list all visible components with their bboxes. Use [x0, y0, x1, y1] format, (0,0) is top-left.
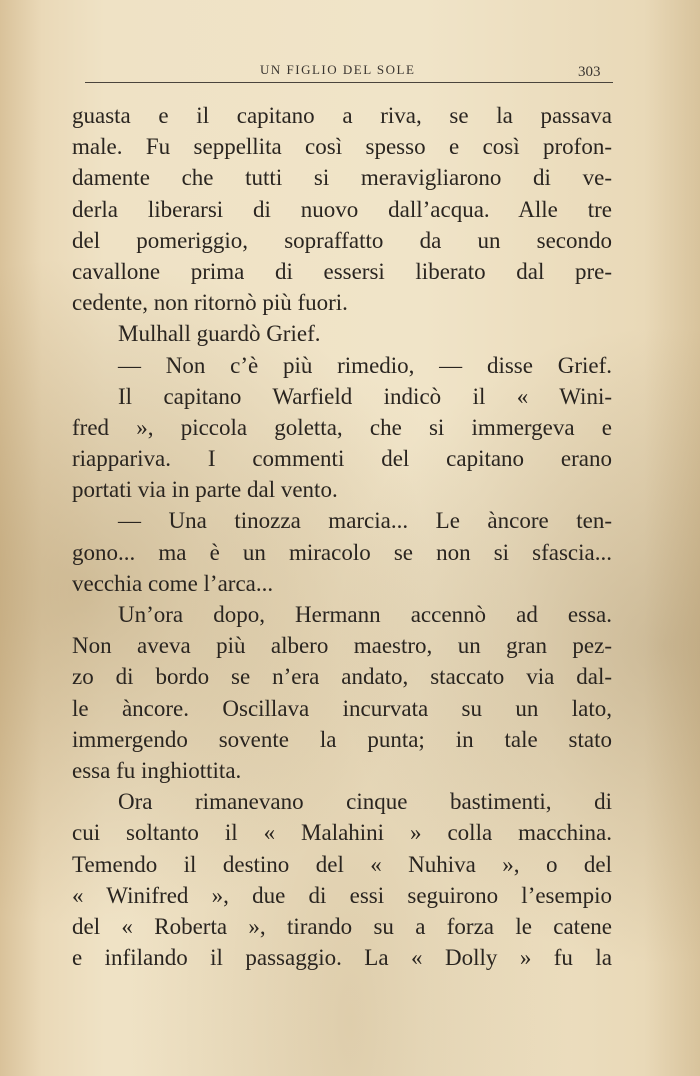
text-line: Il capitano Warfield indicò il « Wini-	[118, 383, 612, 409]
text-line: cavallone prima di essersi liberato dal pre-	[72, 258, 612, 284]
text-line: del pomeriggio, sopraffatto da un secondo	[72, 227, 612, 253]
text-line: fred », piccola goletta, che si immergeva e	[72, 414, 612, 440]
page-number: 303	[578, 64, 601, 80]
text-line: immergendo sovente la punta; in tale stato	[72, 726, 612, 752]
text-line: guasta e il capitano a riva, se la passava	[72, 103, 612, 128]
text-line: le àncore. Oscillava incurvata su un lato,	[72, 695, 612, 721]
text-line: e infilando il passaggio. La « Dolly » fu la	[72, 945, 612, 971]
body-text	[72, 100, 612, 973]
text-line: zo di bordo se n’era andato, staccato via dal-	[72, 664, 612, 690]
text-line: derla liberarsi di nuovo dall’acqua. Alle tre	[72, 196, 612, 222]
text-line: Mulhall guardò Grief.	[118, 321, 321, 347]
text-line: vecchia come l’arca...	[72, 570, 274, 596]
text-line: riappariva. I commenti del capitano erano	[72, 446, 612, 472]
text-line: male. Fu seppellita così spesso e così profon-	[72, 134, 612, 160]
running-title: UN FIGLIO DEL SOLE	[260, 62, 416, 77]
text-line: essa fu inghiottita.	[72, 757, 242, 783]
text-line: — Una tinozza marcia... Le àncore ten-	[118, 508, 612, 534]
text-line: cui soltanto il « Malahini » colla macchina.	[72, 820, 612, 846]
text-line: Non aveva più albero maestro, un gran pez-	[72, 633, 612, 659]
text-line: damente che tutti si meravigliarono di ve-	[72, 165, 612, 191]
text-line: gono... ma è un miracolo se non si sfascia...	[72, 539, 612, 565]
text-line: — Non c’è più rimedio, — disse Grief.	[118, 352, 612, 378]
text-line: del « Roberta », tirando su a forza le catene	[72, 913, 612, 939]
text-line: Ora rimanevano cinque bastimenti, di	[118, 789, 612, 815]
text-line: Un’ora dopo, Hermann accennò ad essa.	[118, 602, 612, 627]
text-line: portati via in parte dal vento.	[72, 477, 338, 503]
text-line: « Winifred », due di essi seguirono l’esempio	[72, 882, 612, 908]
text-line: cedente, non ritornò più fuori.	[72, 290, 348, 316]
text-line: Temendo il destino del « Nuhiva », o del	[72, 851, 612, 877]
header-rule	[85, 82, 613, 83]
